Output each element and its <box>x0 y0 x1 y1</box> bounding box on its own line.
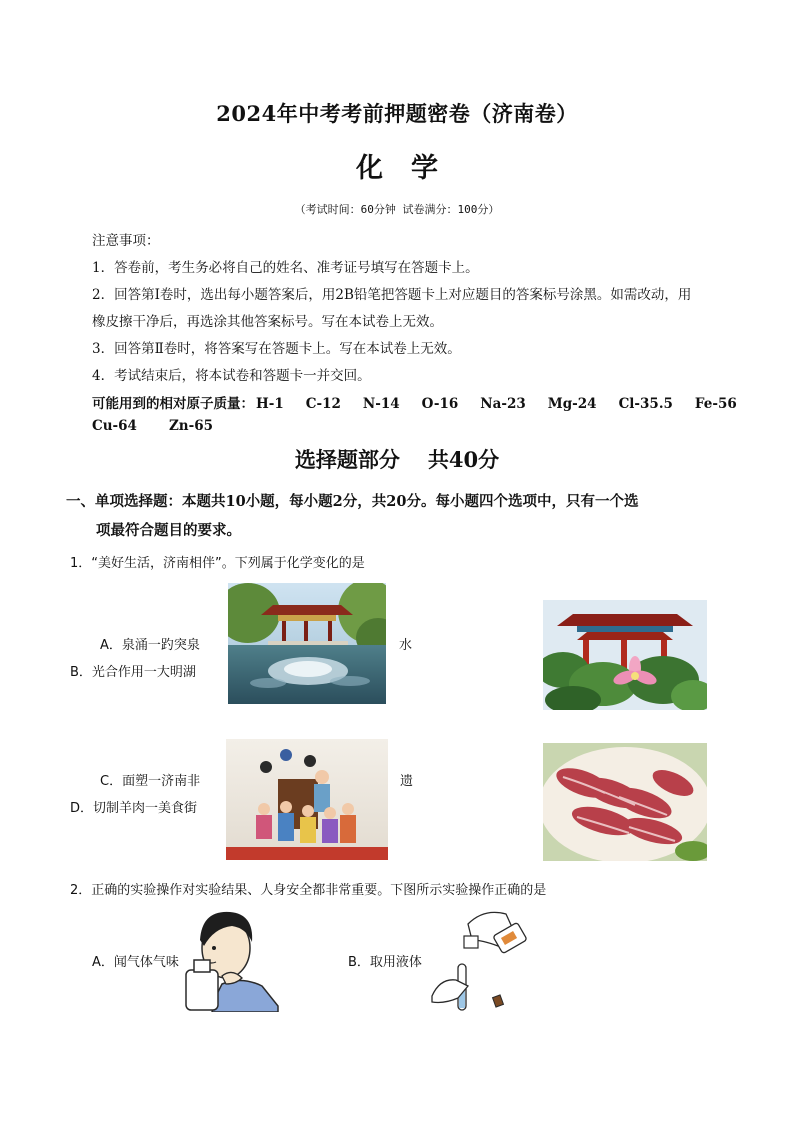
atomic-mass: Cl-35.5 <box>618 396 673 412</box>
notes-heading: 注意事项： <box>92 233 160 249</box>
sliced-lamb-image <box>543 743 707 861</box>
atomic-mass: Fe-56 <box>694 396 737 412</box>
question-2-stem: 2．正确的实验操作对实验结果、人身安全都非常重要。下图所示实验操作正确的是 <box>70 883 547 898</box>
section-title: 选择题部分 <box>294 447 400 472</box>
atomic-mass: O-16 <box>421 396 459 412</box>
note-item-3: 3．回答第Ⅱ卷时，将答案写在答题卡上。写在本试卷上无效。 <box>92 341 461 357</box>
atomic-mass: Zn-65 <box>168 418 214 434</box>
note-item-2-cont: 橡皮擦干净后，再选涂其他答案标号。写在本试卷上无效。 <box>92 314 443 330</box>
subject-title: 化学 <box>356 153 466 184</box>
q1-option-d: D．切制羊肉一美食街 <box>70 801 198 816</box>
atomic-masses-line-2 <box>92 418 245 434</box>
dough-figurine-image <box>226 739 388 860</box>
atomic-mass: Na-23 <box>480 396 526 412</box>
q1-option-c: C．面塑一济南非 <box>100 774 201 789</box>
q1-option-b: B．光合作用一大明湖 <box>70 665 196 680</box>
exam-info: （考试时间：60分钟 试卷满分：100分） <box>294 203 500 216</box>
question-1-stem: 1．“美好生活，济南相伴”。下列属于化学变化的是 <box>70 556 365 571</box>
atomic-mass: N-14 <box>362 396 400 412</box>
atomic-mass: Cu-64 <box>92 418 137 434</box>
part1-instruction: 一、单项选择题：本题共10小题，每小题2分，共20分。每小题四个选项中，只有一个选 <box>66 493 639 510</box>
q2-option-a: A．闻气体气味 <box>92 955 179 970</box>
q2-option-b: B．取用液体 <box>348 955 422 970</box>
q1-option-c-tail: 遗 <box>400 774 414 789</box>
section-score: 共40分 <box>427 447 500 472</box>
atomic-masses-line-1 <box>92 392 759 412</box>
lotus-archway-image <box>543 600 707 710</box>
note-item-4: 4．考试结束后，将本试卷和答题卡一并交回。 <box>92 368 371 384</box>
paper-title: 2024年中考考前押题密卷（济南卷） <box>216 101 578 126</box>
part1-instruction-cont: 项最符合题目的要求。 <box>96 522 241 539</box>
atomic-mass: Mg-24 <box>547 396 597 412</box>
smelling-gas-illustration <box>182 906 280 1012</box>
atomic-mass: C-12 <box>305 396 341 412</box>
q1-option-a: A．泉涌一趵突泉 <box>100 638 200 653</box>
q1-option-a-tail: 水 <box>399 638 413 653</box>
spring-pavilion-image <box>228 583 386 704</box>
note-item-2: 2．回答第Ⅰ卷时，选出每小题答案后，用2B铅笔把答题卡上对应题目的答案标号涂黑。如需改动，用 <box>92 287 692 303</box>
note-item-1: 1．答卷前，考生务必将自己的姓名、准考证号填写在答题卡上。 <box>92 260 479 276</box>
taking-liquid-illustration <box>428 906 538 1014</box>
atomic-mass: H-1 <box>256 396 284 412</box>
atomic-masses-label: 可能用到的相对原子质量： <box>92 396 254 412</box>
section-heading <box>0 444 794 474</box>
